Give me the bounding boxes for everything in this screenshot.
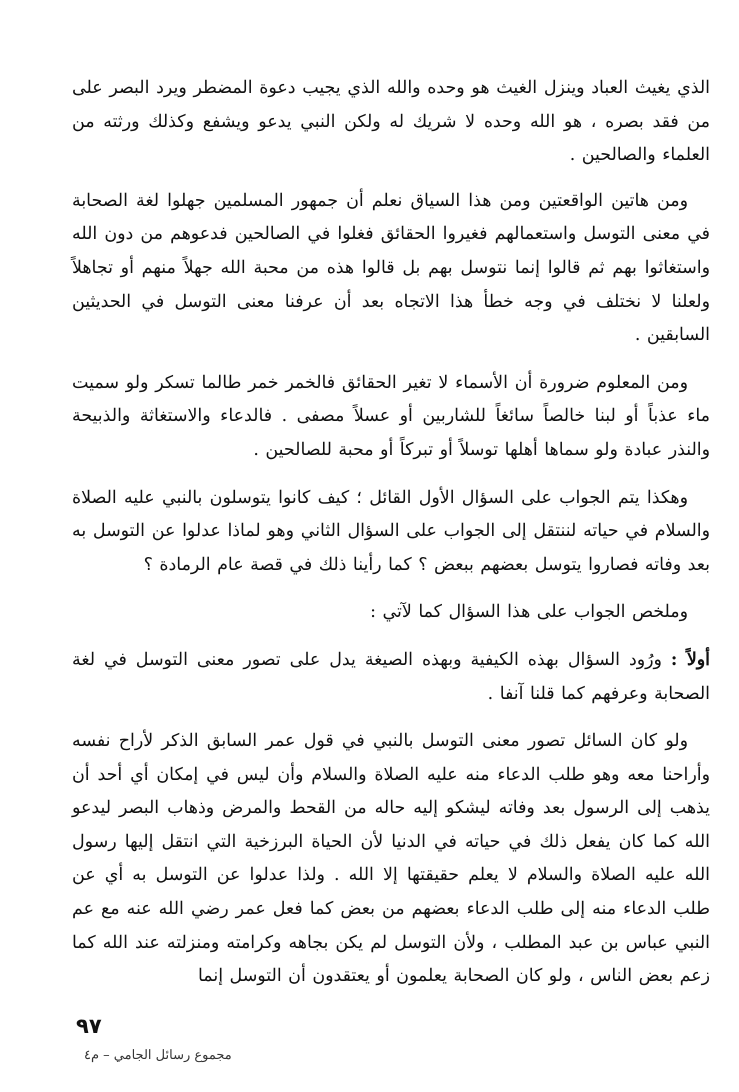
- point-one-lead: أولاً :: [670, 649, 711, 670]
- point-one-text: ورُود السؤال بهذه الكيفية وبهذه الصيغة يدل على تصور معنى التوسل في لغة الصحابة وعرفهم كما قلنا آنفا .: [72, 649, 710, 704]
- paragraph-last: ولو كان السائل تصور معنى التوسل بالنبي في قول عمر السابق الذكر لأراح نفسه وأراحنا معه وهو طلب الدعاء منه عليه الصلاة والسلام وأن ليس في إمكان أي أحد أن يذهب إلى الرسول بعد وفاته ليشكو إليه حاله من القحط والمرض وذهاب البصر ليدعو الله كما كان يفعل ذلك في حياته في الدنيا لأن الحياة البرزخية التي انتقل إليها رسول الله عليه الصلاة والسلام لا يعلم حقيقتها إلا الله . ولذا عدلوا عن التوسل به أي عن طلب الدعاء منه إلى طلب الدعاء بعضهم من بعض كما فعل عمر رضي الله عنه مع عم النبي عباس بن عبد المطلب ، ولأن التوسل لم يكن بجاهه وكرامته ومنزلته عند الله كما زعم بعض الناس ، ولو كان الصحابة يعلمون أو يعتقدون أن التوسل إنما: [72, 731, 710, 987]
- page-number: ٩٧: [76, 1014, 102, 1038]
- paragraph-4: وهكذا يتم الجواب على السؤال الأول القائل ؛ كيف كانوا يتوسلون بالنبي عليه الصلاة والسلام في حياته لننتقل إلى الجواب على السؤال الثاني وهو لماذا عدلوا عن التوسل به بعد وفاته فصاروا يتوسل بعضهم ببعض ؟ كما رأينا ذلك في قصة عام الرمادة ؟: [72, 487, 710, 575]
- paragraph-2: ومن هاتين الواقعتين ومن هذا السياق نعلم أن جمهور المسلمين جهلوا لغة الصحابة في معنى التوسل واستعمالهم فغيروا الحقائق فغلوا في الصالحين فدعوهم من دون الله واستغاثوا بهم ثم قالوا إنما نتوسل بهم بل قالوا هذه من محبة الله جهلاً منهم أو تجاهلاً ولعلنا لا نختلف في وجه خطأ هذا الاتجاه بعد أن عرفنا معنى التوسل في الحديثين السابقين .: [72, 190, 710, 346]
- document-page: [72, 72, 710, 1008]
- paragraph-3: ومن المعلوم ضرورة أن الأسماء لا تغير الحقائق فالخمر خمر طالما تسكر ولو سميت ماء عذباً أو لبنا خالصاً سائغاً للشاربين أو عسلاً مصفى . فالدعاء والاستغاثة والذبيحة والنذر عبادة ولو سماها أهلها توسلاً أو تبركاً أو محبة للصالحين .: [72, 372, 710, 460]
- footer-note: مجموع رسائل الجامي – م٤: [84, 1048, 232, 1063]
- paragraph-5: وملخص الجواب على هذا السؤال كما لآتي :: [370, 602, 688, 623]
- paragraph-1: الذي يغيث العباد وينزل الغيث هو وحده والله الذي يجيب دعوة المضطر ويرد البصر على من فقد بصره ، هو الله وحده لا شريك له ولكن النبي يدعو ويشفع وكذلك ورثته من العلماء والصالحين .: [72, 78, 710, 166]
- paragraph-point-one: [72, 644, 710, 711]
